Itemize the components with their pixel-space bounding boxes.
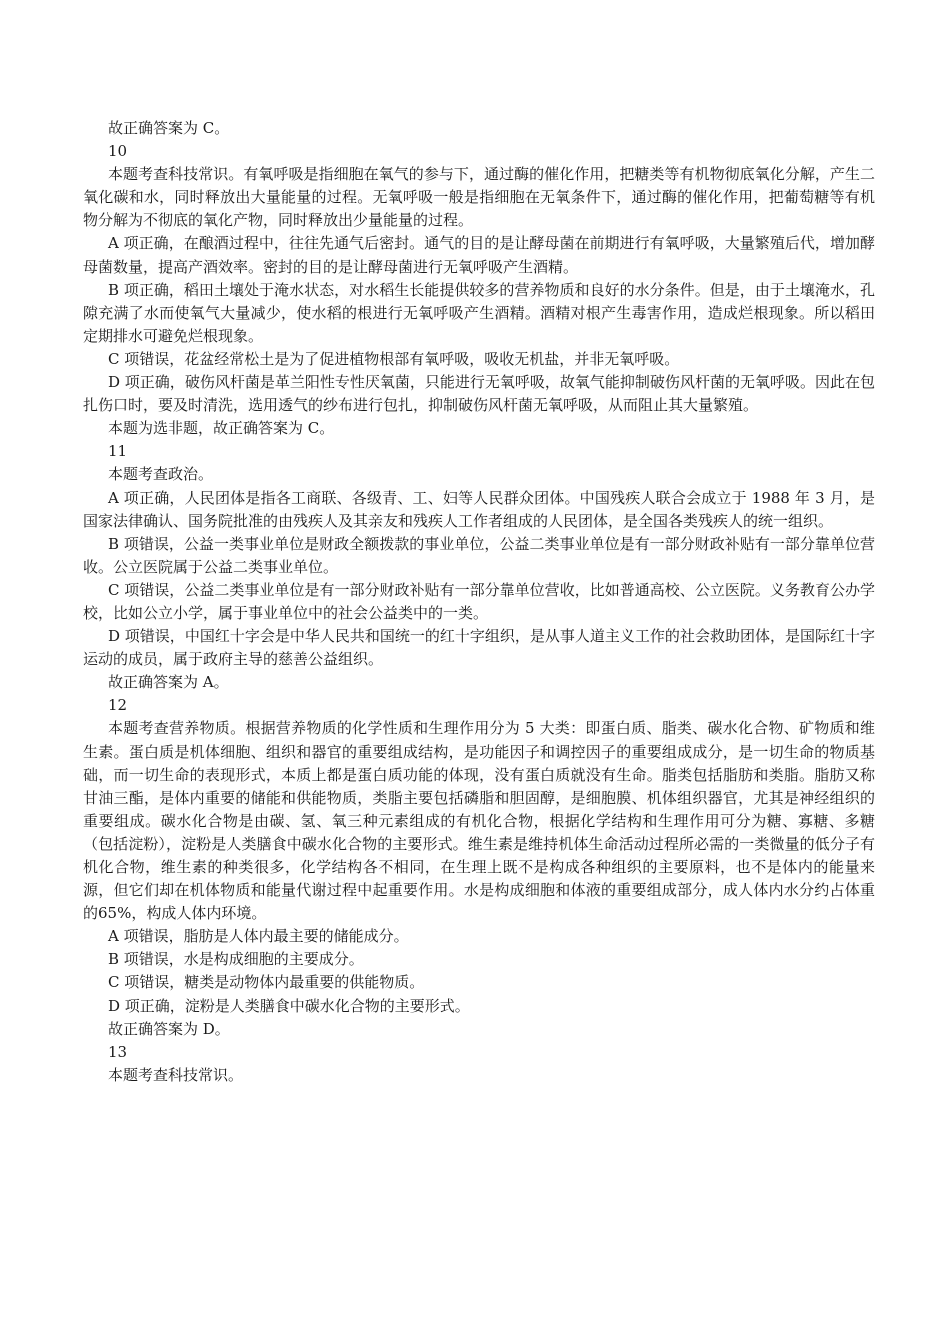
answer-line: 故正确答案为 C。 <box>108 119 230 137</box>
question-number: 11 <box>108 442 128 461</box>
question-number: 10 <box>108 142 128 161</box>
answer-line: 故正确答案为 A。 <box>108 673 229 692</box>
paragraph: B 项错误，水是构成细胞的主要成分。 <box>108 950 364 969</box>
paragraph: 本题考查科技常识。有氧呼吸是指细胞在氧气的参与下，通过酶的催化作用，把糖类等有机物彻底氧化分解，产生二氧化碳和水，同时释放出大量能量的过程。无氧呼吸一般是指细胞在无氧条件下，通过酶的催化作用，把葡萄糖等有机物分解为不彻底的氧化产物，同时释放出少量能量的过程。 <box>83 165 875 230</box>
answer-line: 故正确答案为 D。 <box>108 1019 230 1038</box>
answer-line: 本题为选非题，故正确答案为 C。 <box>108 419 335 438</box>
paragraph: D 项错误，中国红十字会是中华人民共和国统一的红十字组织，是从事人道主义工作的社会救助团体，是国际红十字运动的成员，属于政府主导的慈善公益组织。 <box>83 627 875 669</box>
paragraph: 本题考查营养物质。根据营养物质的化学性质和生理作用分为 5 大类：即蛋白质、脂类、碳水化合物、矿物质和维生素。蛋白质是机体细胞、组织和器官的重要组成结构，是功能因子和调控因子的重要组成成分，是一切生命的物质基础，而一切生命的表现形式，本质上都是蛋白质功能的体现，没有蛋白质就没有生命。脂类包括脂肪和类脂。脂肪又称甘油三酯，是体内重要的储能和供能物质，类脂主要包括磷脂和胆固醇，是细胞膜、机体组织器官，尤其是神经组织的重要组成。碳水化合物是由碳、氢、氧三种元素组成的有机化合物，根据化学结构和生理作用可分为糖、寡糖、多糖（包括淀粉），淀粉是人类膳食中碳水化合物的主要形式。维生素是维持机体生命活动过程所必需的一类微量的低分子有机化合物，维生素的种类很多，化学结构各不相同，在生理上既不是构成各种组织的主要原料，也不是体内的能量来源，但它们却在机体物质和能量代谢过程中起重要作用。水是构成细胞和体液的重要组成部分，成人体内水分约占体重的65%，构成人体内环境。 <box>83 719 875 923</box>
paragraph: A 项正确，在酿酒过程中，往往先通气后密封。通气的目的是让酵母菌在前期进行有氧呼吸，大量繁殖后代，增加酵母菌数量，提高产酒效率。密封的目的是让酵母菌进行无氧呼吸产生酒精。 <box>83 234 875 276</box>
paragraph: A 项正确，人民团体是指各工商联、各级青、工、妇等人民群众团体。中国残疾人联合会成立于 1988 年 3 月，是国家法律确认、国务院批准的由残疾人及其亲友和残疾人工作者组成的人民团体，是全国各类残疾人的统一组织。 <box>83 488 875 530</box>
paragraph: 本题考查科技常识。 <box>108 1065 244 1084</box>
question-number: 12 <box>108 696 128 715</box>
paragraph: D 项正确，淀粉是人类膳食中碳水化合物的主要形式。 <box>108 996 470 1015</box>
document-body <box>83 117 875 1087</box>
paragraph: B 项正确，稻田土壤处于淹水状态，对水稻生长能提供较多的营养物质和良好的水分条件。但是，由于土壤淹水，孔隙充满了水而使氧气大量减少，使水稻的根进行无氧呼吸产生酒精。酒精对根产生毒害作用，造成烂根现象。所以稻田定期排水可避免烂根现象。 <box>83 280 875 345</box>
paragraph: A 项错误，脂肪是人体内最主要的储能成分。 <box>108 927 409 946</box>
paragraph: C 项错误，花盆经常松土是为了促进植物根部有氧呼吸，吸收无机盐，并非无氧呼吸。 <box>108 349 680 368</box>
question-number: 13 <box>108 1042 128 1061</box>
paragraph: D 项正确，破伤风杆菌是革兰阳性专性厌氧菌，只能进行无氧呼吸，故氧气能抑制破伤风杆菌的无氧呼吸。因此在包扎伤口时，要及时清洗，选用透气的纱布进行包扎，抑制破伤风杆菌无氧呼吸，从而阻止其大量繁殖。 <box>83 373 875 415</box>
paragraph: C 项错误，糖类是动物体内最重要的供能物质。 <box>108 973 425 992</box>
paragraph: 本题考查政治。 <box>108 465 214 484</box>
paragraph: C 项错误，公益二类事业单位是有一部分财政补贴有一部分靠单位营收，比如普通高校、公立医院。义务教育公办学校，比如公立小学，属于事业单位中的社会公益类中的一类。 <box>83 580 875 622</box>
paragraph: B 项错误，公益一类事业单位是财政全额拨款的事业单位，公益二类事业单位是有一部分财政补贴有一部分靠单位营收。公立医院属于公益二类事业单位。 <box>83 534 875 576</box>
